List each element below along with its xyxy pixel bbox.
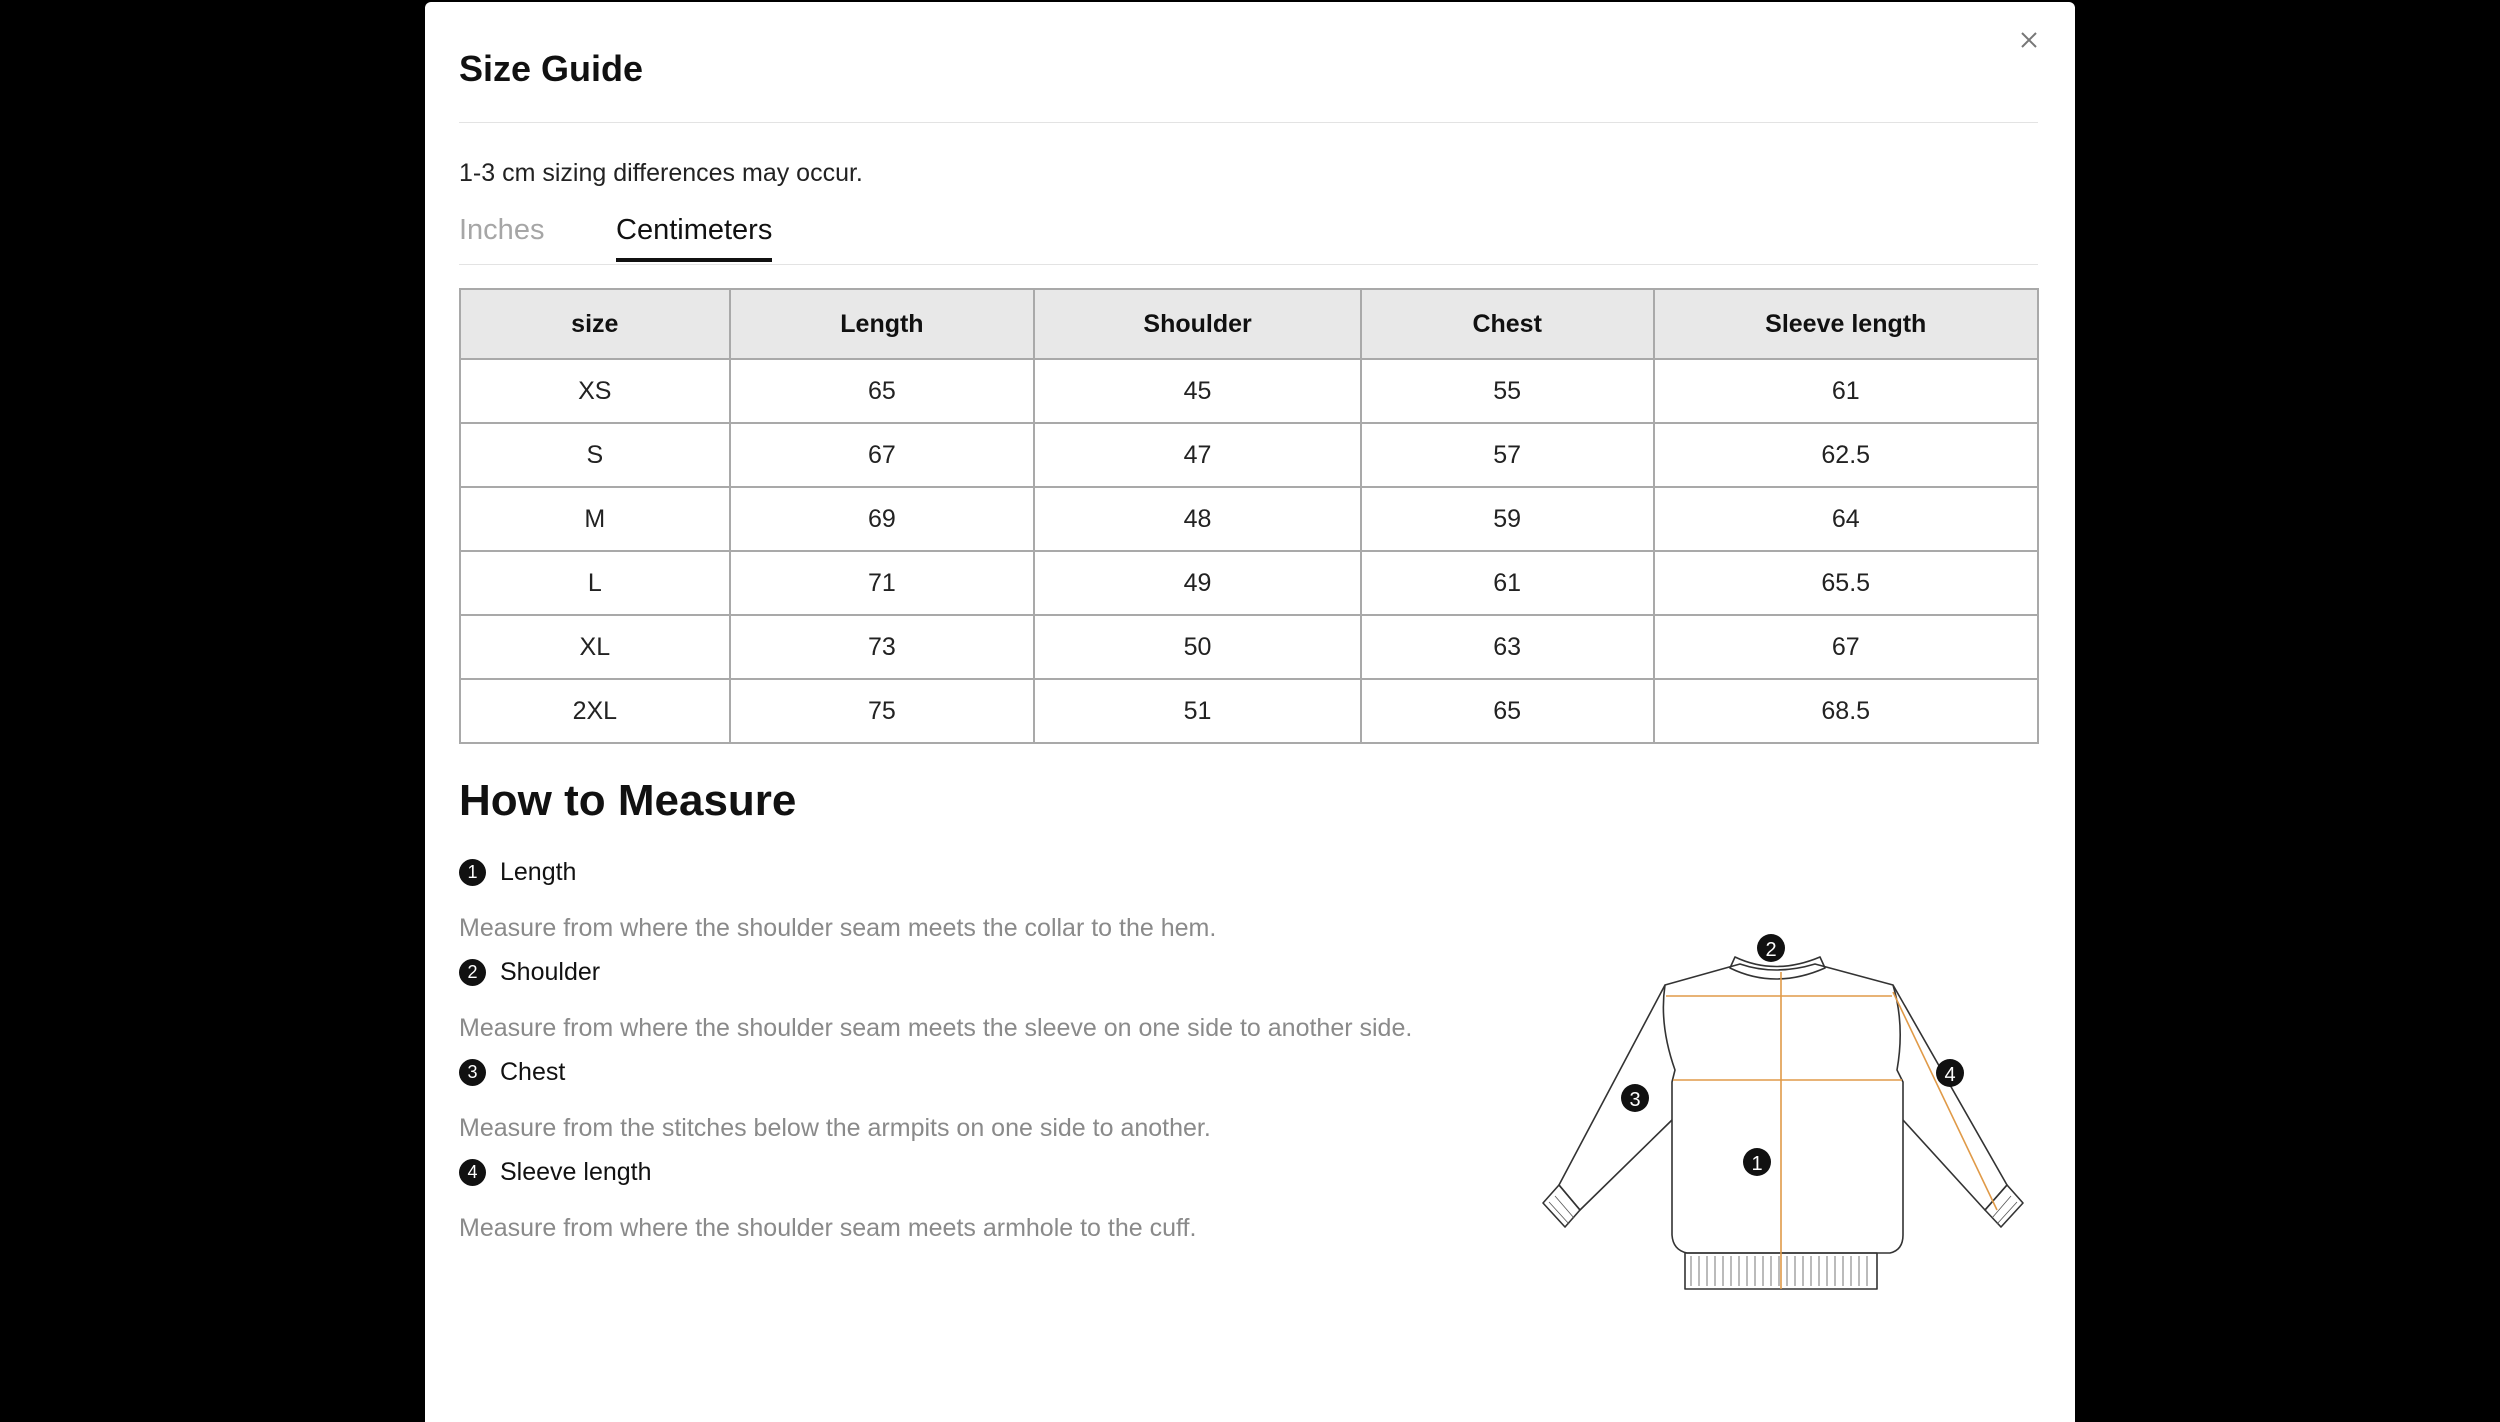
table-cell: 61 bbox=[1361, 551, 1654, 615]
measure-item-length bbox=[459, 858, 1216, 943]
table-cell: 59 bbox=[1361, 487, 1654, 551]
table-cell: 67 bbox=[1654, 615, 2039, 679]
table-row bbox=[460, 551, 2038, 615]
title-divider bbox=[459, 122, 2038, 123]
how-to-measure-title: How to Measure bbox=[459, 776, 797, 825]
table-cell: 2XL bbox=[460, 679, 730, 743]
table-cell: 68.5 bbox=[1654, 679, 2039, 743]
size-guide-modal bbox=[425, 2, 2075, 1422]
table-cell: 63 bbox=[1361, 615, 1654, 679]
table-row bbox=[460, 359, 2038, 423]
marker-1 bbox=[1743, 1148, 1771, 1176]
table-cell: 49 bbox=[1034, 551, 1361, 615]
table-cell: 64 bbox=[1654, 487, 2039, 551]
measure-item-description: Measure from the stitches below the armpits on one side to another. bbox=[459, 1114, 1211, 1142]
table-cell: 51 bbox=[1034, 679, 1361, 743]
tab-centimeters[interactable]: Centimeters bbox=[616, 214, 772, 262]
table-cell: 61 bbox=[1654, 359, 2039, 423]
marker-4-label: 4 bbox=[1944, 1064, 1956, 1086]
marker-1-label: 1 bbox=[1751, 1153, 1763, 1175]
left-sleeve bbox=[1559, 985, 1672, 1210]
table-cell: L bbox=[460, 551, 730, 615]
table-cell: 55 bbox=[1361, 359, 1654, 423]
table-cell: 57 bbox=[1361, 423, 1654, 487]
table-row bbox=[460, 423, 2038, 487]
table-cell: 65.5 bbox=[1654, 551, 2039, 615]
table-cell: 50 bbox=[1034, 615, 1361, 679]
close-icon bbox=[2015, 26, 2043, 54]
number-badge: 4 bbox=[459, 1159, 486, 1186]
table-cell: S bbox=[460, 423, 730, 487]
table-cell: 47 bbox=[1034, 423, 1361, 487]
column-header: size bbox=[460, 289, 730, 359]
column-header: Sleeve length bbox=[1654, 289, 2039, 359]
number-badge: 3 bbox=[459, 1059, 486, 1086]
measure-item-sleeve-length bbox=[459, 1158, 1196, 1243]
marker-3-label: 3 bbox=[1629, 1089, 1641, 1111]
table-cell: 45 bbox=[1034, 359, 1361, 423]
table-cell: 65 bbox=[1361, 679, 1654, 743]
measure-item-label: Chest bbox=[500, 1058, 566, 1086]
marker-2 bbox=[1757, 934, 1785, 962]
table-header-row bbox=[460, 289, 2038, 359]
right-cuff bbox=[1985, 1185, 2023, 1227]
table-cell: XS bbox=[460, 359, 730, 423]
table-row bbox=[460, 679, 2038, 743]
close-button[interactable] bbox=[2015, 26, 2043, 54]
measure-item-heading bbox=[459, 1158, 1196, 1187]
sleeve-measure-line bbox=[1893, 992, 1997, 1210]
column-header: Length bbox=[730, 289, 1035, 359]
size-table bbox=[459, 288, 2039, 744]
right-sleeve bbox=[1893, 985, 2007, 1210]
measure-item-description: Measure from where the shoulder seam meets the collar to the hem. bbox=[459, 914, 1217, 942]
modal-title: Size Guide bbox=[459, 48, 644, 89]
measure-item-chest bbox=[459, 1058, 1211, 1143]
number-badge: 2 bbox=[459, 959, 486, 986]
table-cell: M bbox=[460, 487, 730, 551]
measure-item-heading bbox=[459, 858, 1216, 887]
measure-item-label: Length bbox=[500, 858, 577, 886]
sizing-note: 1-3 cm sizing differences may occur. bbox=[459, 159, 863, 187]
table-cell: XL bbox=[460, 615, 730, 679]
measure-item-description: Measure from where the shoulder seam meets armhole to the cuff. bbox=[459, 1214, 1197, 1242]
marker-3 bbox=[1621, 1084, 1649, 1112]
left-cuff bbox=[1543, 1185, 1580, 1227]
sweater-diagram bbox=[1525, 920, 2065, 1300]
table-cell: 65 bbox=[730, 359, 1035, 423]
measure-item-shoulder bbox=[459, 958, 1412, 1043]
table-cell: 73 bbox=[730, 615, 1035, 679]
table-row bbox=[460, 615, 2038, 679]
measure-item-heading bbox=[459, 958, 1412, 987]
measure-item-label: Shoulder bbox=[500, 958, 601, 986]
sweater-body bbox=[1663, 964, 1903, 1253]
table-cell: 75 bbox=[730, 679, 1035, 743]
column-header: Shoulder bbox=[1034, 289, 1361, 359]
measure-item-label: Sleeve length bbox=[500, 1158, 652, 1186]
measure-item-description: Measure from where the shoulder seam meets the sleeve on one side to another side. bbox=[459, 1014, 1413, 1042]
table-cell: 69 bbox=[730, 487, 1035, 551]
marker-2-label: 2 bbox=[1765, 939, 1777, 961]
unit-tabs bbox=[459, 208, 2038, 265]
table-cell: 62.5 bbox=[1654, 423, 2039, 487]
column-header: Chest bbox=[1361, 289, 1654, 359]
measure-item-heading bbox=[459, 1058, 1211, 1087]
tab-inches[interactable]: Inches bbox=[459, 214, 545, 246]
table-cell: 71 bbox=[730, 551, 1035, 615]
table-cell: 67 bbox=[730, 423, 1035, 487]
table-cell: 48 bbox=[1034, 487, 1361, 551]
marker-4 bbox=[1936, 1059, 1964, 1087]
number-badge: 1 bbox=[459, 859, 486, 886]
table-row bbox=[460, 487, 2038, 551]
